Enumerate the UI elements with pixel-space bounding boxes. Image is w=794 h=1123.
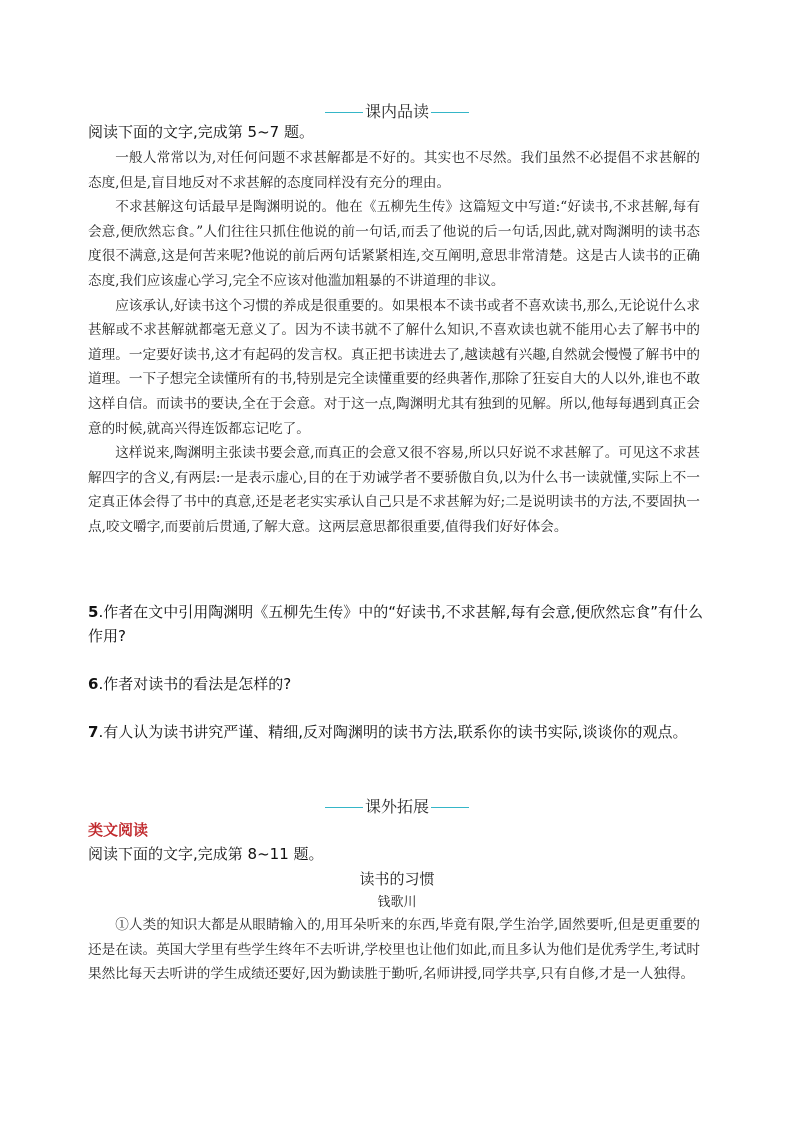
section-title-in-class — [0, 99, 794, 122]
title-rule-right — [431, 807, 469, 808]
passage-paragraph: 这样说来,陶渊明主张读书要会意,而真正的会意又很不容易,所以只好说不求甚解了。可见这不求甚解四字的含义,有两层:一是表示虚心,目的在于劝诫学者不要骄傲自负,以为什么书一读就懂,实际上不一定真正体会得了书中的真意,还是老老实实承认自己只是不求甚解为好;二是说明读书的方法,不要固执一点,咬文嚼字,而要前后贯通,了解大意。这两层意思都很重要,值得我们好好体会。 — [88, 445, 700, 535]
question-text: .作者对读书的看法是怎样的? — [98, 675, 292, 693]
passage-paragraph: 不求甚解这句话最早是陶渊明说的。他在《五柳先生传》这篇短文中写道:“好读书,不求甚解,每有会意,便欣然忘食。”人们往往只抓住他说的前一句话,而丢了他说的后一句话,因此,就对陶渊明的读书态度很不满意,这是何苦来呢?他说的前后两句话紧紧相连,交互阐明,意思非常清楚。这是古人读书的正确态度,我们应该虚心学习,完全不应该对他滥加粗暴的不讲道理的非议。 — [88, 199, 700, 289]
question-5 — [88, 600, 708, 648]
title-rule-left — [325, 112, 363, 113]
article-author: 钱歌川 — [377, 895, 417, 910]
section-title-text: 课外拓展 — [364, 797, 429, 816]
question-6 — [88, 672, 708, 696]
passage-extracurricular — [88, 913, 700, 987]
passage-paragraph: 一般人常常以为,对任何问题不求甚解都是不好的。其实也不尽然。我们虽然不必提倡不求甚解的态度,但是,盲目地反对不求甚解的态度同样没有充分的理由。 — [88, 150, 700, 191]
instruction-text: 阅读下面的文字,完成第 5~7 题。 — [88, 123, 314, 141]
question-number: 6 — [88, 675, 99, 693]
passage-paragraph: 应该承认,好读书这个习惯的养成是很重要的。如果根本不读书或者不喜欢读书,那么,无论说什么求甚解或不求甚解就都毫无意义了。因为不读书就不了解什么知识,不喜欢读也就不能用心去了解书中的道理。一定要好读书,这才有起码的发言权。真正把书读进去了,越读越有兴趣,自然就会慢慢了解书中的道理。一下子想完全读懂所有的书,特别是完全读懂重要的经典著作,那除了狂妄自大的人以外,谁也不敢这样自信。而读书的要诀,全在于会意。对于这一点,陶渊明尤其有独到的见解。所以,他每每遇到真正会意的时候,就高兴得连饭都忘记吃了。 — [88, 297, 700, 437]
passage-in-class — [88, 146, 700, 540]
section-title-text: 课内品读 — [364, 102, 429, 121]
question-7 — [88, 720, 708, 744]
question-number: 5 — [88, 603, 99, 621]
instruction-text: 阅读下面的文字,完成第 8~11 题。 — [88, 845, 324, 863]
question-text: .作者在文中引用陶渊明《五柳先生传》中的“好读书,不求甚解,每有会意,便欣然忘食”有什么作用? — [88, 603, 704, 645]
title-rule-right — [431, 112, 469, 113]
passage-paragraph: ①人类的知识大都是从眼睛输入的,用耳朵听来的东西,毕竟有限,学生治学,固然要听,但是更重要的还是在读。英国大学里有些学生终年不去听讲,学校里也让他们如此,而且多认为他们是优秀学生,考试时果然比每天去听讲的学生成绩还要好,因为勤读胜于勤听,名师讲授,同学共享,只有自修,才是一人独得。 — [88, 917, 700, 983]
title-rule-left — [325, 807, 363, 808]
article-title: 读书的习惯 — [359, 870, 435, 888]
category-label: 类文阅读 — [88, 821, 149, 839]
question-number: 7 — [88, 723, 99, 741]
question-text: .有人认为读书讲究严谨、精细,反对陶渊明的读书方法,联系你的读书实际,谈谈你的观点。 — [98, 723, 688, 741]
section-title-extracurricular — [0, 794, 794, 817]
